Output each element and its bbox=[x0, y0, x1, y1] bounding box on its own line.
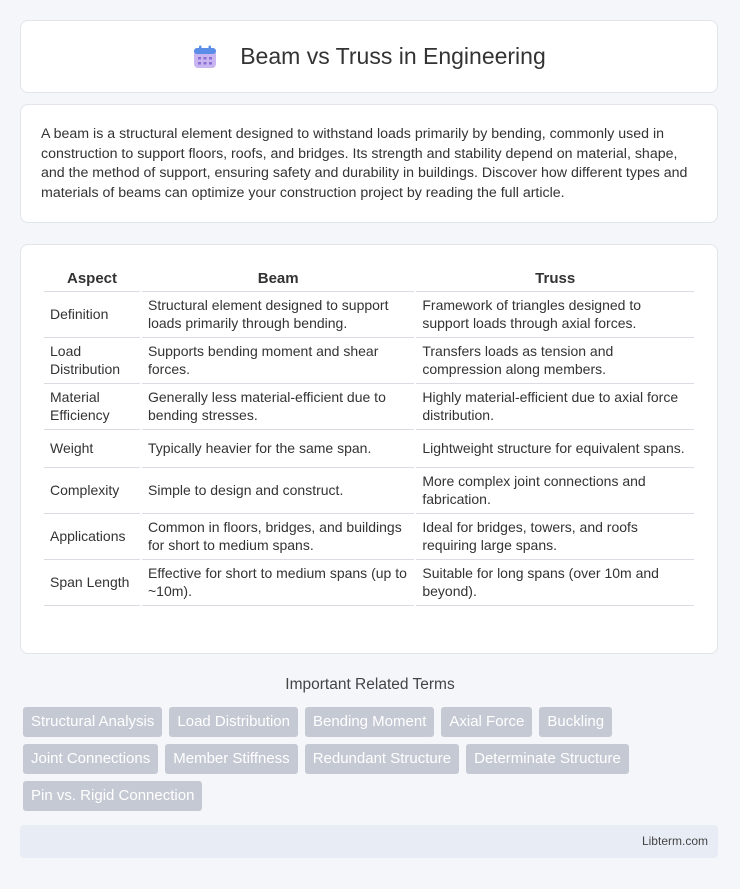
truss-cell: More complex joint connections and fabrication. bbox=[416, 468, 694, 514]
truss-cell: Lightweight structure for equivalent spans. bbox=[416, 430, 694, 468]
related-terms-list bbox=[23, 707, 723, 818]
table-row bbox=[44, 514, 694, 560]
beam-cell: Structural element designed to support loads primarily through bending. bbox=[142, 292, 414, 338]
related-term-tag[interactable]: Joint Connections bbox=[23, 744, 158, 774]
related-term-tag[interactable]: Member Stiffness bbox=[165, 744, 297, 774]
related-term-tag[interactable]: Buckling bbox=[539, 707, 612, 737]
related-term-tag[interactable]: Determinate Structure bbox=[466, 744, 629, 774]
related-term-tag[interactable]: Redundant Structure bbox=[305, 744, 459, 774]
table-row bbox=[44, 292, 694, 338]
aspect-cell: Definition bbox=[44, 292, 140, 338]
beam-cell: Simple to design and construct. bbox=[142, 468, 414, 514]
table-header-row bbox=[44, 265, 694, 292]
aspect-cell: Applications bbox=[44, 514, 140, 560]
comparison-table-card bbox=[20, 244, 718, 654]
truss-cell: Highly material-efficient due to axial force distribution. bbox=[416, 384, 694, 430]
footer-site-link[interactable]: Libterm.com bbox=[641, 834, 708, 848]
column-header: Truss bbox=[416, 265, 694, 292]
beam-cell: Supports bending moment and shear forces. bbox=[142, 338, 414, 384]
beam-cell: Typically heavier for the same span. bbox=[142, 430, 414, 468]
related-term-tag[interactable]: Pin vs. Rigid Connection bbox=[23, 781, 202, 811]
truss-cell: Transfers loads as tension and compression along members. bbox=[416, 338, 694, 384]
aspect-cell: Material Efficiency bbox=[44, 384, 140, 430]
footer bbox=[20, 825, 718, 858]
related-terms-title: Important Related Terms bbox=[285, 676, 455, 693]
header-card bbox=[20, 20, 718, 93]
aspect-cell: Span Length bbox=[44, 560, 140, 606]
truss-cell: Suitable for long spans (over 10m and beyond). bbox=[416, 560, 694, 606]
page-title: Beam vs Truss in Engineering bbox=[240, 43, 546, 69]
table-row bbox=[44, 384, 694, 430]
related-term-tag[interactable]: Bending Moment bbox=[305, 707, 434, 737]
calendar-icon bbox=[192, 44, 218, 70]
intro-card bbox=[20, 104, 718, 223]
truss-cell: Framework of triangles designed to support loads through axial forces. bbox=[416, 292, 694, 338]
related-term-tag[interactable]: Axial Force bbox=[441, 707, 532, 737]
table-row bbox=[44, 468, 694, 514]
related-term-tag[interactable]: Load Distribution bbox=[169, 707, 298, 737]
aspect-cell: Complexity bbox=[44, 468, 140, 514]
table-row bbox=[44, 560, 694, 606]
truss-cell: Ideal for bridges, towers, and roofs requiring large spans. bbox=[416, 514, 694, 560]
aspect-cell: Weight bbox=[44, 430, 140, 468]
table-row bbox=[44, 338, 694, 384]
column-header: Beam bbox=[142, 265, 414, 292]
beam-cell: Common in floors, bridges, and buildings for short to medium spans. bbox=[142, 514, 414, 560]
related-term-tag[interactable]: Structural Analysis bbox=[23, 707, 162, 737]
beam-cell: Generally less material-efficient due to bending stresses. bbox=[142, 384, 414, 430]
beam-cell: Effective for short to medium spans (up to ~10m). bbox=[142, 560, 414, 606]
aspect-cell: Load Distribution bbox=[44, 338, 140, 384]
table-row bbox=[44, 430, 694, 468]
comparison-table bbox=[42, 265, 696, 606]
intro-text: A beam is a structural element designed to withstand loads primarily by bending, commonly used in construction to support floors, roofs, and bridges. Its strength and stability depend on material, shape, and the method of support, ensuring safety and durability in buildings. Discover how different types and materials of beams can optimize your construction project by reading the full article. bbox=[41, 126, 688, 201]
column-header: Aspect bbox=[44, 265, 140, 292]
